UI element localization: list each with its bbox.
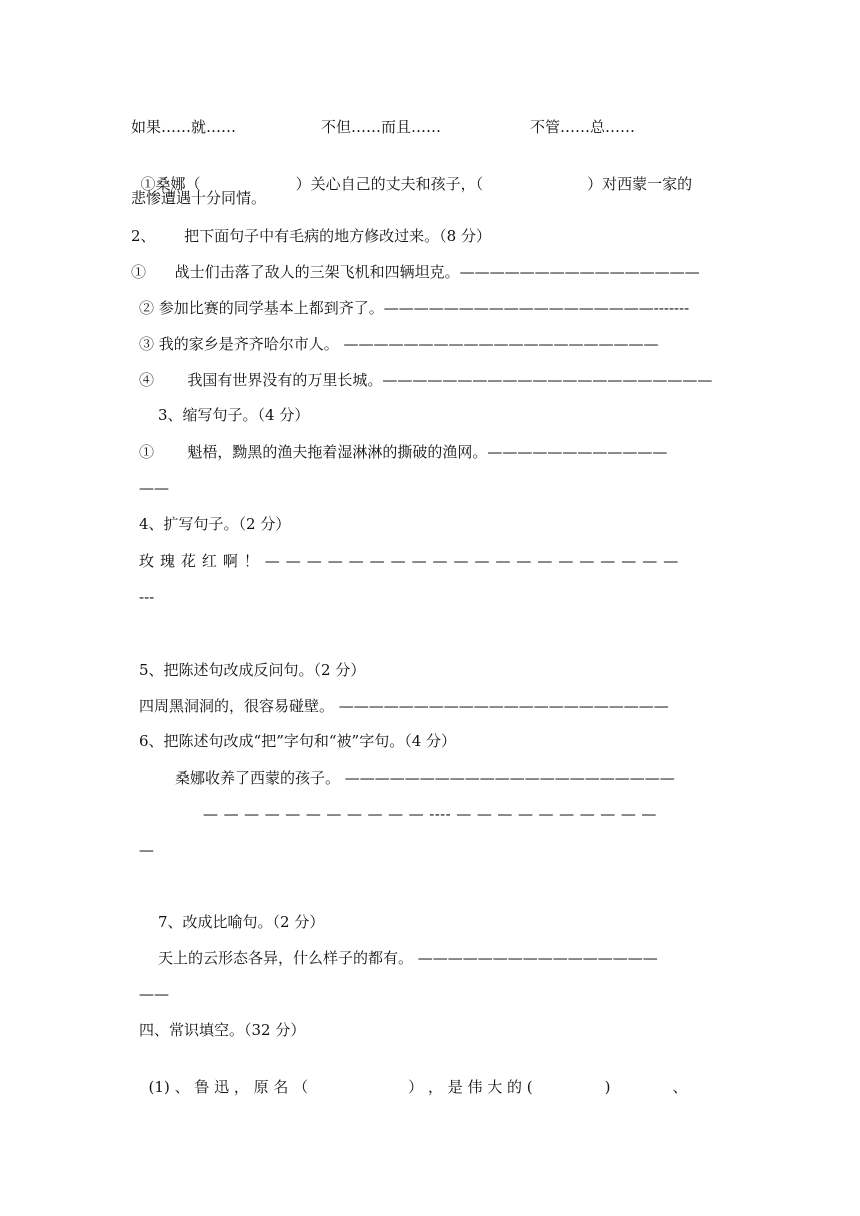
expand-answer-continuation: --- bbox=[139, 588, 155, 606]
ba-bei-answer-continuation: — bbox=[139, 841, 154, 859]
section-general-knowledge-title: 四、常识填空。（32 分） bbox=[139, 1021, 306, 1039]
section-5-title: 5、把陈述句改成反问句。（2 分） bbox=[139, 661, 366, 679]
ba-bei-answer-line: — — — — — — — — — — — ---- — — — — — — — — — — bbox=[203, 805, 657, 823]
fill-blank-end: ）对西蒙一家的 bbox=[587, 175, 693, 193]
correction-item-3: ③ 我的家乡是齐齐哈尔市人。 ————————————————————— bbox=[139, 335, 659, 353]
knowledge-item-1-comma: 、 bbox=[672, 1078, 688, 1096]
conjunction-option-2: 不但……而且…… bbox=[321, 118, 442, 136]
correction-item-4: ④ 我国有世界没有的万里长城。—————————————————————— bbox=[139, 371, 713, 389]
correction-item-1: ① 战士们击落了敌人的三架飞机和四辆坦克。———————————————— bbox=[131, 263, 700, 281]
knowledge-item-1 bbox=[139, 1057, 688, 1097]
expand-item-1: 玫 瑰 花 红 啊 ！ — — — — — — — — — — — — — — — — — — — — bbox=[139, 552, 679, 570]
conjunction-option-1: 如果……就…… bbox=[131, 118, 237, 136]
rhetorical-item-1: 四周黑洞洞的，很容易碰壁。 —————————————————————— bbox=[139, 697, 669, 715]
knowledge-item-1-middle: ） ， 是 伟 大 的 ( bbox=[408, 1078, 533, 1096]
knowledge-item-1-close: ) bbox=[604, 1078, 611, 1096]
conjunction-option-3: 不管……总…… bbox=[530, 118, 636, 136]
section-3-title: 3、缩写句子。（4 分） bbox=[158, 406, 310, 424]
section-4-title: 4、扩写句子。（2 分） bbox=[139, 515, 291, 533]
fill-blank-start: ①桑娜（ bbox=[140, 175, 201, 193]
section-6-title: 6、把陈述句改成“把”字句和“被”字句。（4 分） bbox=[139, 732, 457, 750]
fill-blank-middle: ）关心自己的丈夫和孩子，（ bbox=[295, 175, 484, 193]
simile-answer-continuation: —— bbox=[139, 985, 169, 1003]
fill-blank-continuation: 悲惨遭遇十分同情。 bbox=[131, 189, 267, 207]
ba-bei-item-1: 桑娜收养了西蒙的孩子。 —————————————————————— bbox=[175, 769, 675, 787]
condense-answer-continuation: —— bbox=[139, 479, 169, 497]
section-2-title: 2、 把下面句子中有毛病的地方修改过来。（8 分） bbox=[131, 227, 491, 245]
section-7-title: 7、改成比喻句。（2 分） bbox=[158, 913, 325, 931]
knowledge-item-1-start: (1) 、 鲁 迅 ， 原 名 （ bbox=[148, 1078, 309, 1096]
condense-item-1: ① 魁梧，黝黑的渔夫拖着湿淋淋的撕破的渔网。———————————— bbox=[139, 443, 668, 461]
correction-item-2: ② 参加比赛的同学基本上都到齐了。——————————————————------- bbox=[139, 299, 690, 317]
simile-item-1: 天上的云形态各异，什么样子的都有。 ———————————————— bbox=[158, 949, 658, 967]
